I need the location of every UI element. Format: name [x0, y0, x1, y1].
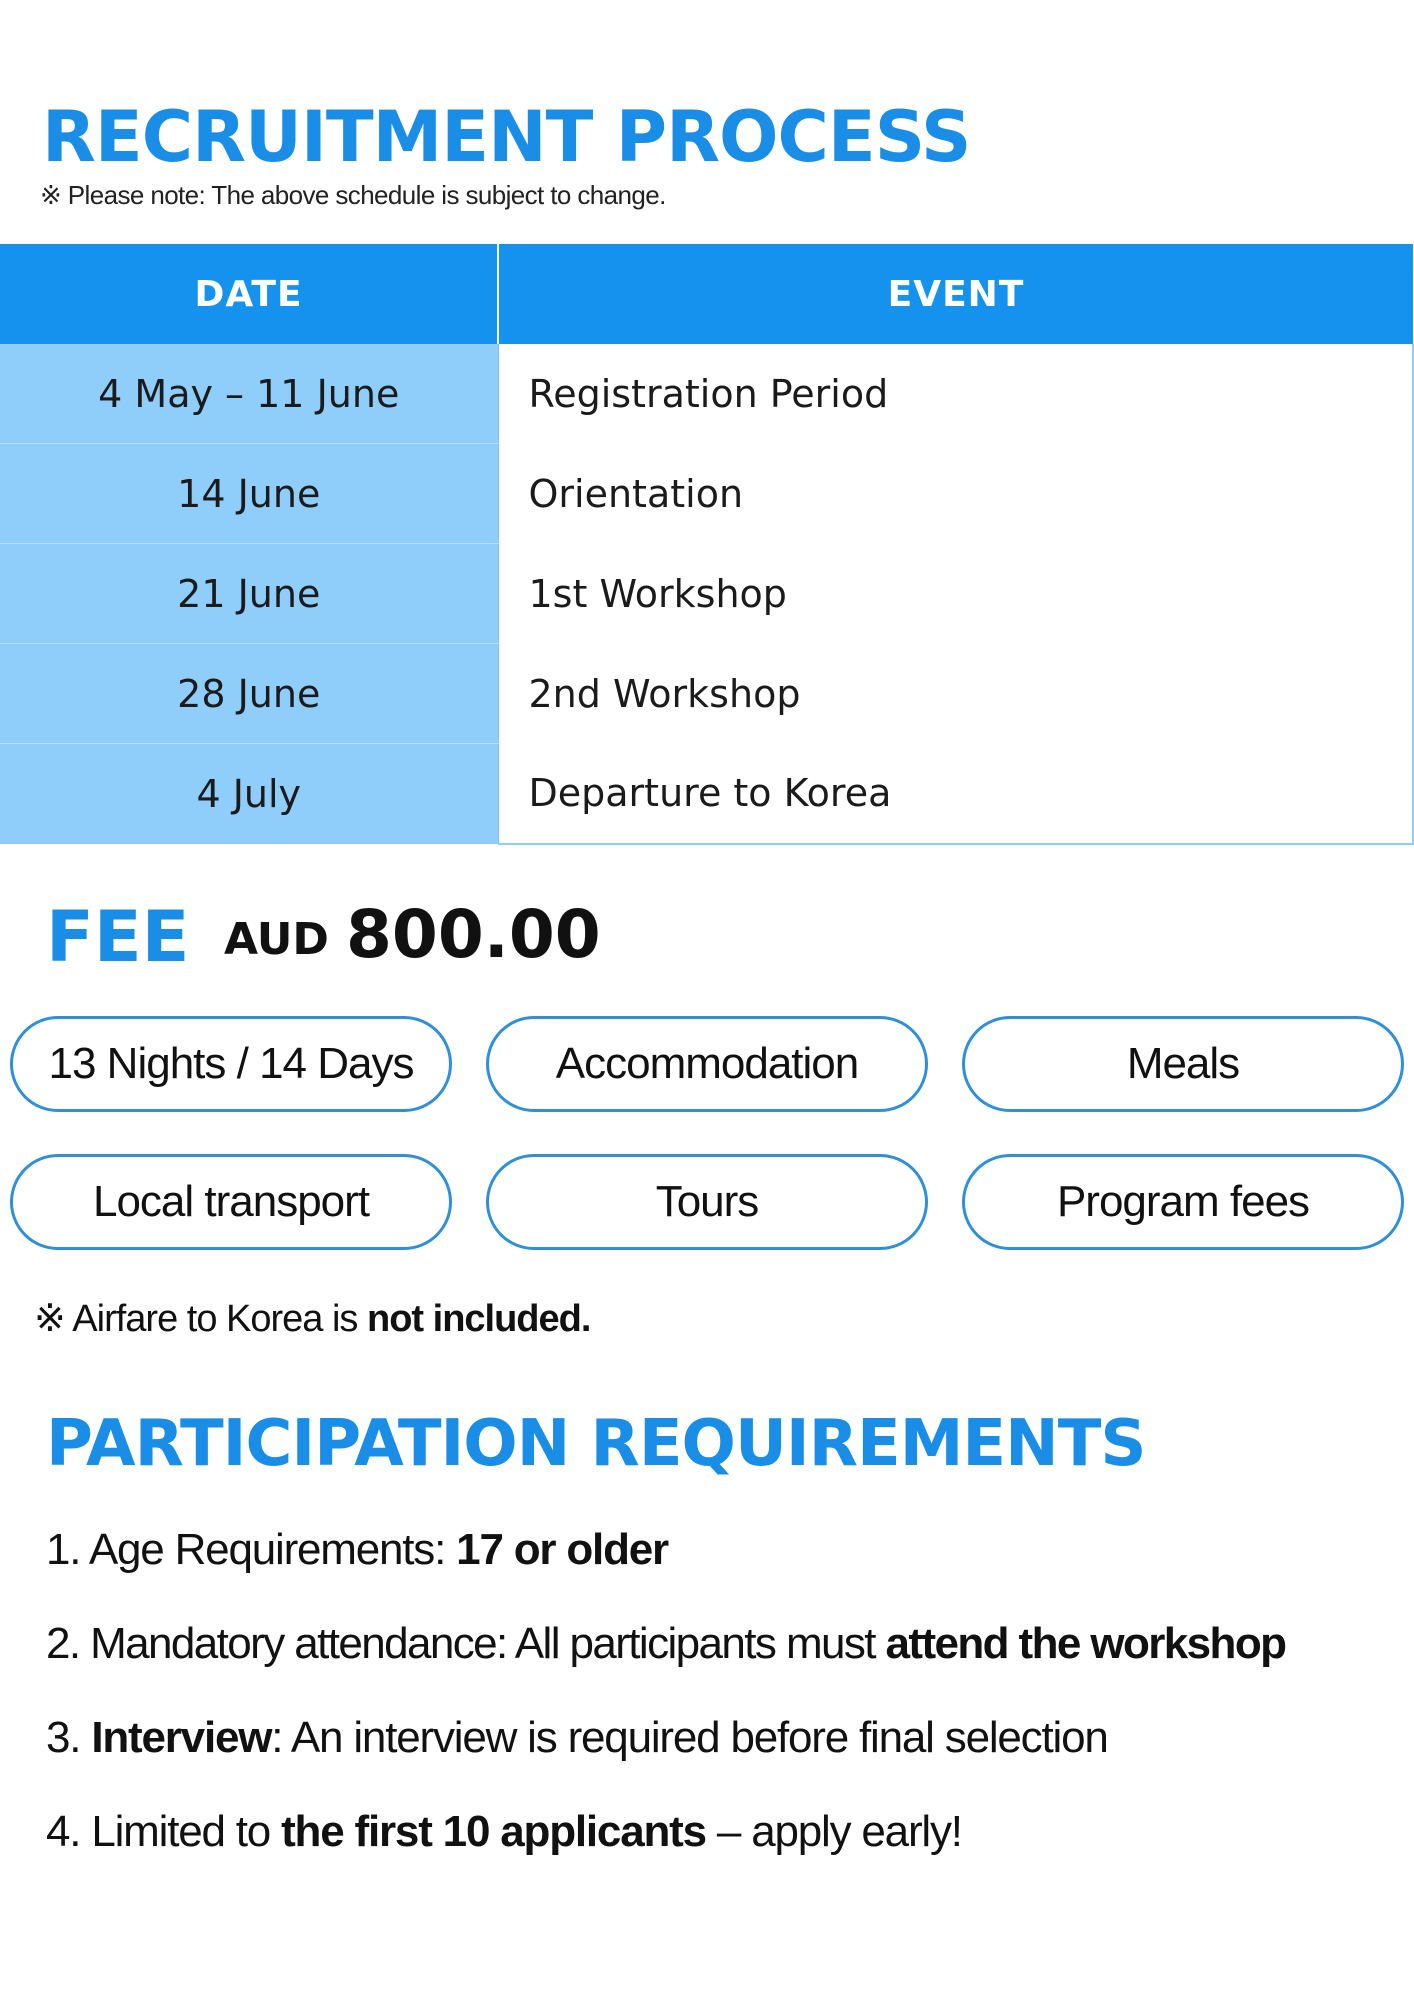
inclusion-pill-program-fees: Program fees: [962, 1154, 1404, 1250]
requirement-bold: attend the workshop: [885, 1619, 1286, 1668]
requirement-text: 1. Age Requirements:: [46, 1525, 457, 1574]
recruitment-title: RECRUITMENT PROCESS: [42, 96, 971, 178]
event-column-header: EVENT: [498, 244, 1413, 344]
requirement-text-after: – apply early!: [705, 1807, 962, 1856]
schedule-date: 4 May – 11 June: [0, 344, 498, 444]
requirement-text-after: : An interview is required before final selection: [271, 1713, 1108, 1762]
schedule-date: 21 June: [0, 544, 498, 644]
requirements-title: PARTICIPATION REQUIREMENTS: [46, 1407, 1146, 1481]
schedule-date: 4 July: [0, 744, 498, 844]
schedule-row: [0, 544, 1413, 644]
schedule-event: Registration Period: [498, 344, 1413, 444]
airfare-note: [34, 1296, 590, 1341]
schedule-row: [0, 444, 1413, 544]
date-column-header: DATE: [0, 244, 498, 344]
schedule-date: 14 June: [0, 444, 498, 544]
fee-title: FEE: [46, 896, 190, 978]
requirement-text: 4. Limited to: [46, 1807, 282, 1856]
schedule-row: [0, 744, 1413, 844]
requirement-item-interview: [46, 1713, 1108, 1762]
schedule-event: Departure to Korea: [498, 744, 1413, 844]
airfare-note-text: ※ Airfare to Korea is: [34, 1298, 367, 1340]
schedule-event: 1st Workshop: [498, 544, 1413, 644]
requirement-text: 2. Mandatory attendance: All participants must: [46, 1619, 886, 1668]
requirement-item-limit: [46, 1807, 962, 1856]
requirement-bold: 17 or older: [456, 1525, 668, 1574]
schedule-row: [0, 644, 1413, 744]
requirement-text: 3.: [46, 1713, 92, 1762]
schedule-event: 2nd Workshop: [498, 644, 1413, 744]
requirement-item-age: [46, 1525, 668, 1574]
schedule-table: [0, 244, 1414, 845]
requirement-item-attendance: [46, 1619, 1286, 1668]
requirement-bold: Interview: [91, 1713, 272, 1762]
fee-currency: AUD: [224, 914, 329, 965]
schedule-date: 28 June: [0, 644, 498, 744]
airfare-note-bold: not included.: [367, 1298, 591, 1340]
inclusion-pill-accommodation: Accommodation: [486, 1016, 928, 1112]
schedule-event: Orientation: [498, 444, 1413, 544]
inclusion-pill-meals: Meals: [962, 1016, 1404, 1112]
schedule-row: [0, 344, 1413, 444]
schedule-note: ※ Please note: The above schedule is subject to change.: [40, 180, 666, 210]
schedule-header-row: [0, 244, 1413, 344]
fee-amount: 800.00: [346, 896, 601, 973]
requirement-bold: the first 10 applicants: [281, 1807, 706, 1856]
inclusion-pill-local-transport: Local transport: [10, 1154, 452, 1250]
inclusion-pill-tours: Tours: [486, 1154, 928, 1250]
inclusion-pill-duration: 13 Nights / 14 Days: [10, 1016, 452, 1112]
